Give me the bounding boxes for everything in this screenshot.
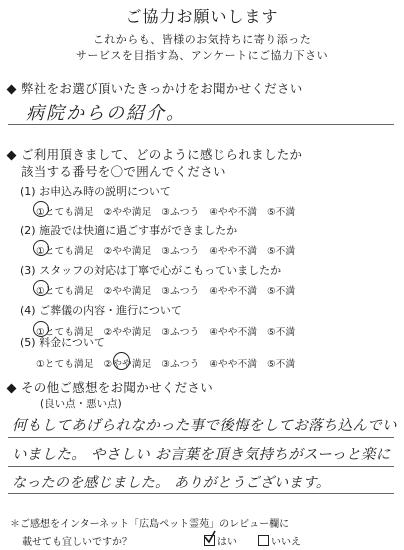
option[interactable]: ⑤不満 — [266, 207, 296, 218]
answer-1: 病院からの紹介。 — [26, 103, 186, 124]
diamond-bullet-icon — [7, 150, 17, 160]
footer-line-2: 載せても宜しいですか？ — [22, 537, 132, 548]
answer-1-line — [8, 124, 394, 125]
diamond-bullet-icon — [7, 383, 17, 393]
question-1-text: 弊社をお選び頂いたきっかけをお聞かせください — [21, 81, 303, 96]
item-3-label: (3) スタッフの対応は丁寧で心がこもっていましたか — [20, 264, 282, 277]
question-3-text: その他ご感想をお聞かせください — [21, 380, 214, 395]
selected-circle-item-1 — [33, 201, 49, 217]
footer-line-1: ＊ご感想をインターネット「広島ペット霊苑」のレビュー欄に — [10, 519, 290, 530]
option[interactable]: ④やや不満 — [209, 327, 258, 338]
option[interactable]: ④やや不満 — [209, 286, 258, 297]
option[interactable]: ④やや不満 — [209, 359, 258, 370]
consent-no-label: いいえ — [271, 537, 301, 548]
option[interactable]: ③ふつう — [161, 359, 200, 370]
intro-line-1: これからも、皆様のお気持ちに寄り添った — [92, 33, 312, 46]
question-2-text-line1: ご利用頂きまして、どのように感じられましたか — [21, 147, 303, 162]
check-mark-icon — [203, 529, 217, 545]
item-1-label: (1) お申込み時の説明について — [20, 185, 171, 198]
option[interactable]: ②やや満足 — [103, 327, 152, 338]
item-3-options — [36, 283, 295, 297]
item-5-options — [36, 356, 295, 370]
selected-circle-item-2 — [33, 240, 49, 256]
answer-3-line-1: 何もしてあげられなかった事で後悔をしてお落ち込んでい — [12, 418, 397, 434]
option[interactable]: ⑤不満 — [266, 286, 296, 297]
answer-3-rule-2 — [8, 466, 394, 467]
question-2-text-line2: 該当する番号を〇で囲んでください — [21, 164, 226, 179]
option[interactable]: ④やや不満 — [209, 207, 258, 218]
option[interactable]: ②やや満足 — [103, 246, 152, 257]
item-2-options — [36, 243, 295, 257]
selected-circle-item-5 — [113, 352, 130, 370]
question-2 — [6, 145, 302, 163]
option[interactable]: ⑤不満 — [266, 359, 296, 370]
option[interactable]: ①とても満足 — [36, 246, 94, 257]
diamond-bullet-icon — [7, 84, 17, 94]
consent-no[interactable] — [258, 533, 301, 548]
consent-yes-label: はい — [217, 537, 237, 548]
option[interactable]: ③ふつう — [161, 286, 200, 297]
item-4-label: (4) ご葬儀の内容・進行について — [20, 304, 182, 317]
question-3-subtitle: (良い点・悪い点) — [40, 398, 122, 410]
intro-line-2: サービスを目指す為、アンケートにご協力下さい — [75, 49, 329, 62]
page-title: ご協力お願いします — [125, 7, 279, 26]
answer-3-rule-3 — [8, 493, 394, 494]
question-1 — [6, 79, 303, 97]
option[interactable]: ③ふつう — [161, 246, 200, 257]
answer-3-line-3: なったのを感じました。 ありがとうございます。 — [12, 475, 331, 491]
option[interactable]: ②やや満足 — [103, 207, 152, 218]
answer-3-rule-1 — [8, 437, 394, 438]
option[interactable]: ③ふつう — [161, 327, 200, 338]
item-1-options — [36, 204, 295, 218]
option[interactable]: ①とても満足 — [36, 286, 94, 297]
option[interactable]: ②やや満足 — [103, 359, 152, 370]
item-5-label: (5) 料金について — [20, 336, 105, 349]
option[interactable]: ⑤不満 — [266, 327, 296, 338]
option[interactable]: ①とても満足 — [36, 207, 94, 218]
answer-3-line-2: いました。 やさしい お言葉を頂き気持ちがスーっと楽に — [12, 447, 391, 463]
option[interactable]: ①とても満足 — [36, 359, 94, 370]
question-3 — [6, 378, 213, 396]
option[interactable]: ③ふつう — [161, 207, 200, 218]
option[interactable]: ②やや満足 — [103, 286, 152, 297]
item-2-label: (2) 施設では快適に過ごす事ができましたか — [20, 224, 238, 237]
selected-circle-item-3 — [33, 280, 49, 296]
option[interactable]: ①とても満足 — [36, 327, 94, 338]
checkbox-no[interactable] — [258, 535, 269, 546]
option[interactable]: ⑤不満 — [266, 246, 296, 257]
option[interactable]: ④やや不満 — [209, 246, 258, 257]
